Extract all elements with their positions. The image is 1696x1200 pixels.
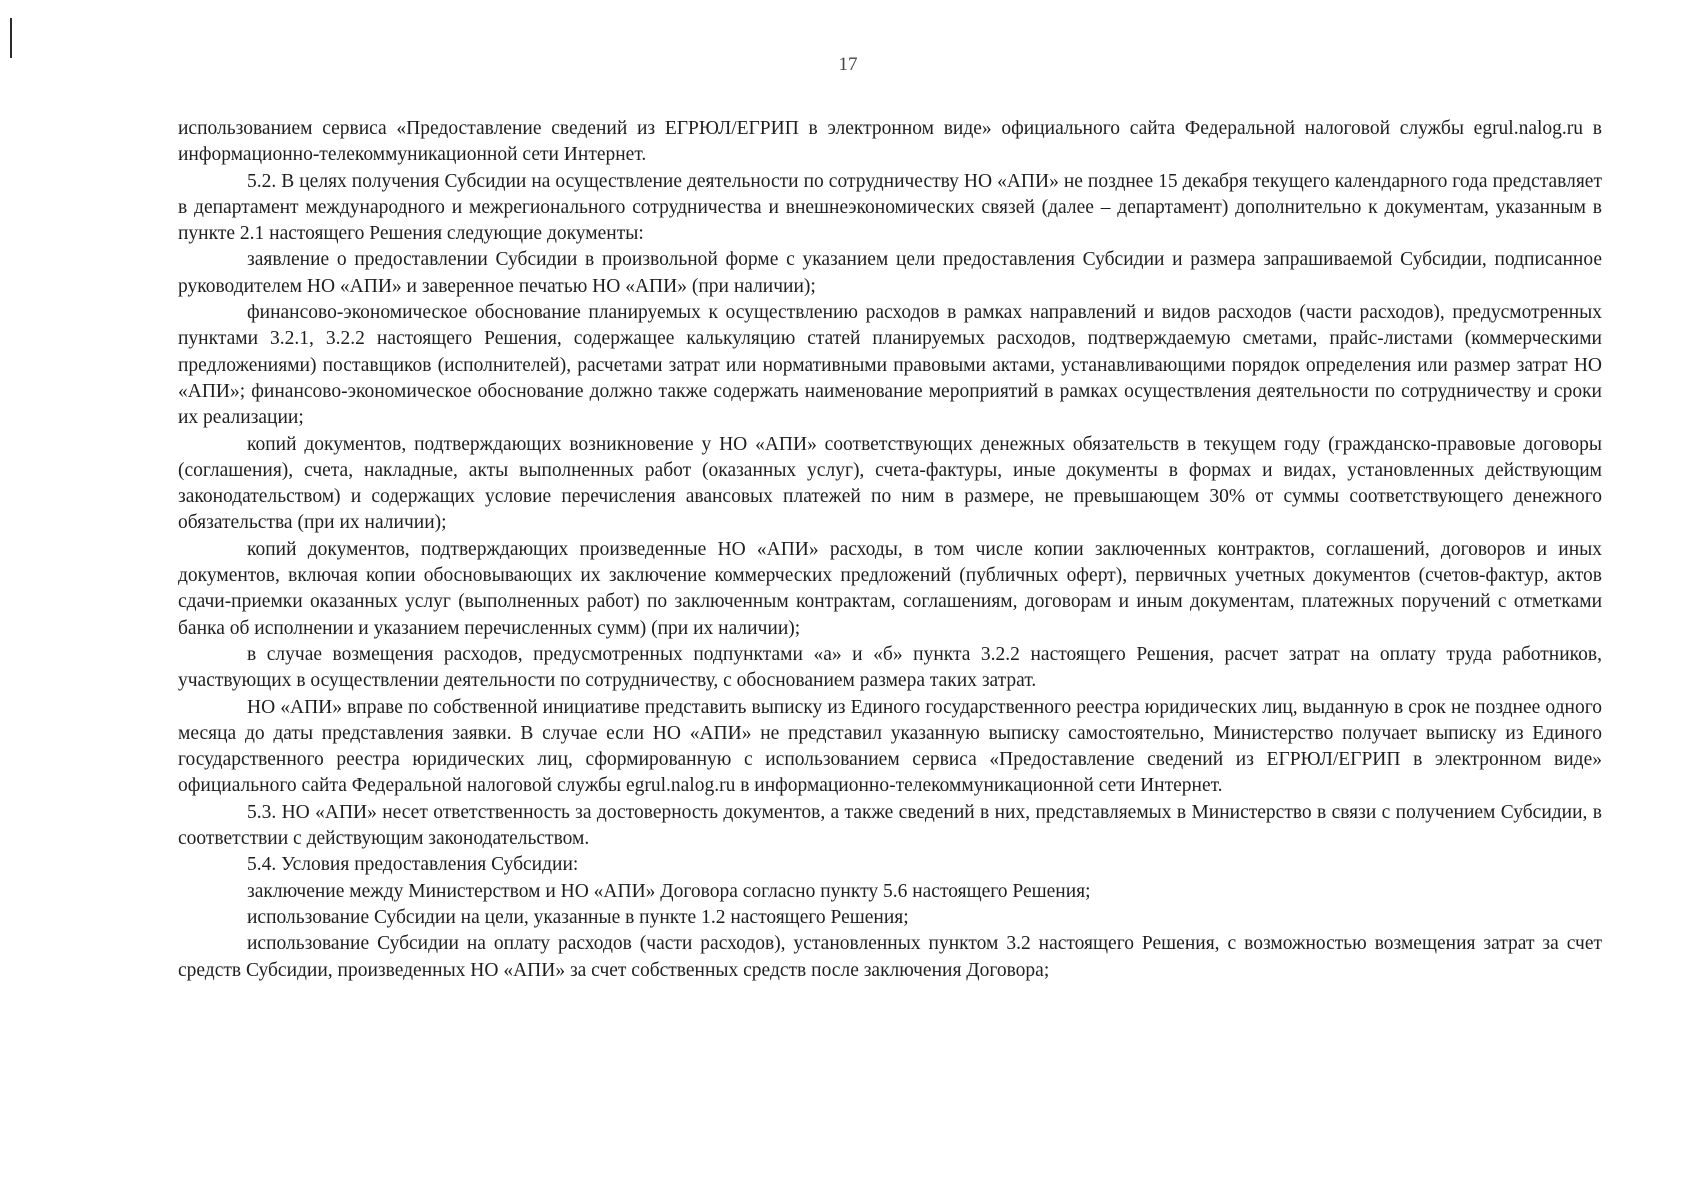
paragraph-5-3: 5.3. НО «АПИ» несет ответственность за достоверность документов, а также сведений в них, представляемых в Министерство в связи с получением Субсидии, в соответствии с действующим законодательством.: [178, 801, 1602, 850]
paragraph-expense-documents: копий документов, подтверждающих произведенные НО «АПИ» расходы, в том числе копии заключенных контрактов, соглашений, договоров и иных документов, включая копии обосновывающих их заключение коммерческих предложений (публичных оферт), первичных учетных документов (счетов-фактур, актов сдачи-приемки оказанных услуг (выполненных работ) по заключенным контрактам, соглашениям, договорам и иным документам, платежных поручений с отметками банка об исполнении и указанием перечисленных сумм) (при их наличии);: [178, 538, 1602, 639]
paragraph-labor-costs: в случае возмещения расходов, предусмотренных подпунктами «а» и «б» пункта 3.2.2 настоящего Решения, расчет затрат на оплату труда работников, участвующих в осуществлении деятельности по сотрудничеству, с обоснованием размера таких затрат.: [178, 643, 1602, 692]
paragraph-5-2: 5.2. В целях получения Субсидии на осуществление деятельности по сотрудничеству НО «АПИ» не позднее 15 декабря текущего календарного года представляет в департамент международного и межрегионального сотрудничества и внешнеэкономических связей (далее – департамент) дополнительно к документам, указанным в пункте 2.1 настоящего Решения следующие документы:: [178, 170, 1602, 245]
document-body: [178, 116, 1602, 984]
paragraph-obligation-documents: копий документов, подтверждающих возникновение у НО «АПИ» соответствующих денежных обязательств в текущем году (гражданско-правовые договоры (соглашения), счета, накладные, акты выполненных работ (оказанных услуг), счета-фактуры, иные документы в формах и видах, установленных действующим законодательством) и содержащих условие перечисления авансовых платежей по ним в размере, не превышающем 30% от суммы соответствующего денежного обязательства (при их наличии);: [178, 433, 1602, 534]
page-number: 17: [838, 54, 858, 75]
paragraph-registry-extract: НО «АПИ» вправе по собственной инициативе представить выписку из Единого государственного реестра юридических лиц, выданную в срок не позднее одного месяца до даты представления заявки. В случае если НО «АПИ» не представил указанную выписку самостоятельно, Министерство получает выписку из Единого государственного реестра юридических лиц, сформированную с использованием сервиса «Предоставление сведений из ЕГРЮЛ/ЕГРИП в электронном виде» официального сайта Федеральной налоговой службы egrul.nalog.ru в информационно-телекоммуникационной сети Интернет.: [178, 696, 1602, 797]
paragraph-application: заявление о предоставлении Субсидии в произвольной форме с указанием цели предоставления Субсидии и размера запрашиваемой Субсидии, подписанное руководителем НО «АПИ» и заверенное печатью НО «АПИ» (при наличии);: [178, 249, 1602, 297]
paragraph-continuation: использованием сервиса «Предоставление сведений из ЕГРЮЛ/ЕГРИП в электронном виде» официального сайта Федеральной налоговой службы egrul.nalog.ru в информационно-телекоммуникационной сети Интернет.: [178, 118, 1602, 166]
paragraph-5-4: 5.4. Условия предоставления Субсидии:: [247, 854, 579, 876]
scan-margin-mark: [10, 18, 12, 58]
paragraph-condition-agreement: заключение между Министерством и НО «АПИ» Договора согласно пункту 5.6 настоящего Решения;: [247, 880, 1091, 902]
paragraph-condition-purpose: использование Субсидии на цели, указанные в пункте 1.2 настоящего Решения;: [247, 906, 909, 928]
paragraph-condition-expenses: использование Субсидии на оплату расходов (части расходов), установленных пунктом 3.2 настоящего Решения, с возможностью возмещения затрат за счет средств Субсидии, произведенных НО «АПИ» за счет собственных средств после заключения Договора;: [178, 933, 1602, 981]
paragraph-financial-justification: финансово-экономическое обоснование планируемых к осуществлению расходов в рамках направлений и видов расходов (части расходов), предусмотренных пунктами 3.2.1, 3.2.2 настоящего Решения, содержащее калькуляцию статей планируемых расходов, подтверждаемую сметами, прайс-листами (коммерческими предложениями) поставщиков (исполнителей), расчетами затрат или нормативными правовыми актами, устанавливающими порядок определения или размер затрат НО «АПИ»; финансово-экономическое обоснование должно также содержать наименование мероприятий в рамках осуществления деятельности по сотрудничеству и сроки их реализации;: [178, 302, 1602, 429]
